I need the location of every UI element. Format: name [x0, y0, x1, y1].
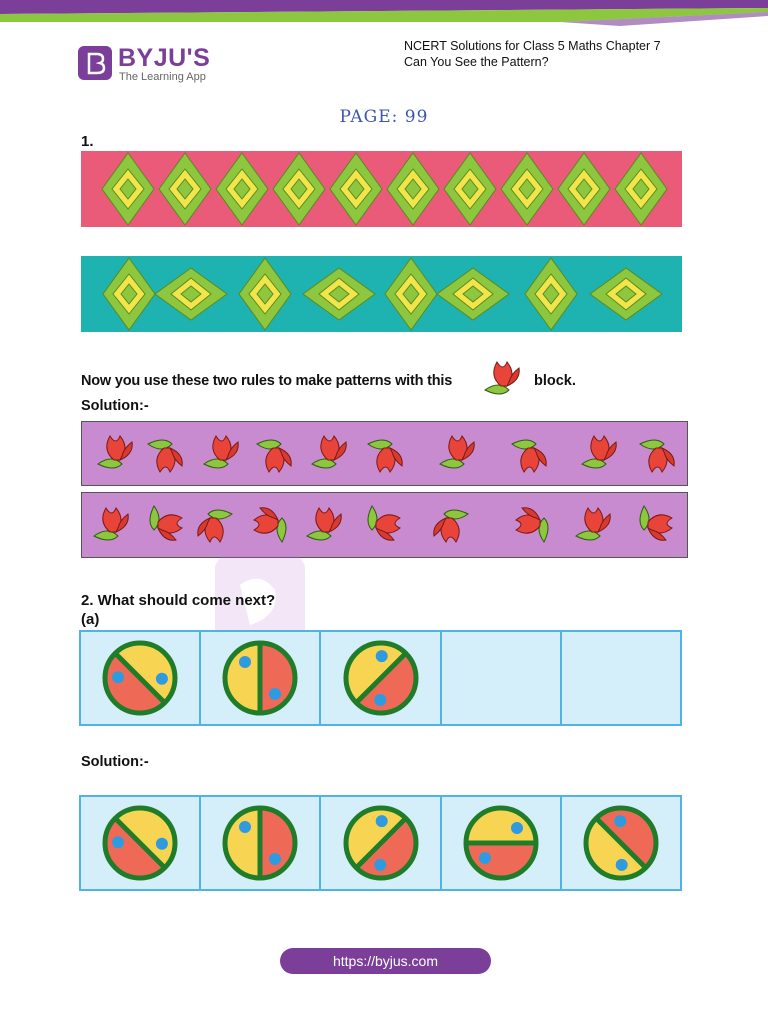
- tulip-pattern-row-1: [81, 421, 688, 486]
- tulip-block-icon: [148, 440, 182, 472]
- tulip-block-icon: [478, 358, 528, 402]
- split-circle-icon: [341, 638, 421, 718]
- footer-url-link[interactable]: https://byjus.com: [280, 948, 491, 974]
- split-circle-icon: [341, 803, 421, 883]
- tulip-block-icon: [640, 440, 674, 472]
- solution-label-1: Solution:-: [81, 398, 149, 414]
- split-circle-icon: [220, 803, 300, 883]
- split-circle-icon: [100, 803, 180, 883]
- brand-tagline: The Learning App: [119, 71, 206, 83]
- kite-tile-icon: [558, 153, 610, 225]
- pattern-grid-question: [79, 630, 682, 726]
- tulip-block-icon: [198, 510, 232, 542]
- grid-cell: [201, 797, 321, 889]
- kite-tile-icon: [103, 258, 155, 330]
- tulip-block-icon: [254, 508, 286, 542]
- grid-cell: [321, 632, 441, 724]
- tulip-block-icon: [434, 510, 468, 542]
- kite-tile-icon: [525, 258, 577, 330]
- tulip-block-icon: [257, 440, 291, 472]
- grid-cell: [321, 797, 441, 889]
- tulip-block-icon: [368, 440, 402, 472]
- header-line-1: NCERT Solutions for Class 5 Maths Chapter 7: [404, 39, 661, 53]
- tulip-block-icon: [94, 508, 128, 540]
- solution-label-2: Solution:-: [81, 754, 149, 770]
- tulip-block-icon: [368, 506, 400, 540]
- tulip-block-icon: [582, 436, 616, 468]
- grid-cell: [562, 797, 680, 889]
- kite-tile-icon: [155, 268, 227, 320]
- kite-tile-icon: [444, 153, 496, 225]
- grid-cell: [81, 632, 201, 724]
- tulip-block-icon: [516, 508, 548, 542]
- kite-tile-icon: [303, 268, 375, 320]
- kite-tile-icon: [239, 258, 291, 330]
- document-header: [404, 38, 704, 70]
- tulip-block-icon: [640, 506, 672, 540]
- kite-tile-icon: [590, 268, 662, 320]
- tulip-block-icon: [307, 508, 341, 540]
- question-2-part: (a): [81, 611, 100, 628]
- brand-name: BYJU'S: [118, 44, 211, 72]
- split-circle-icon: [581, 803, 661, 883]
- question-1-number: 1.: [81, 133, 94, 150]
- tulip-block-icon: [440, 436, 474, 468]
- grid-cell: [81, 797, 201, 889]
- instruction-tail: block.: [534, 373, 576, 389]
- question-2-title: 2. What should come next?: [81, 592, 276, 609]
- top-decorative-band: [0, 0, 768, 30]
- split-circle-icon: [220, 638, 300, 718]
- split-circle-icon: [461, 803, 541, 883]
- tulip-block-icon: [204, 436, 238, 468]
- kite-tile-icon: [501, 153, 553, 225]
- kite-tile-icon: [330, 153, 382, 225]
- split-circle-icon: [100, 638, 180, 718]
- pattern-grid-solution: [79, 795, 682, 891]
- kite-tile-icon: [385, 258, 437, 330]
- tulip-block-icon: [576, 508, 610, 540]
- byjus-logo-icon: [78, 46, 112, 80]
- grid-cell: [201, 632, 321, 724]
- kite-tile-icon: [387, 153, 439, 225]
- kite-tile-icon: [102, 153, 154, 225]
- pattern-strip-teal: [81, 256, 682, 332]
- tulip-block-icon: [150, 506, 182, 540]
- tulip-block-icon: [312, 436, 346, 468]
- grid-cell-empty: [562, 632, 680, 724]
- header-line-2: Can You See the Pattern?: [404, 55, 549, 69]
- grid-cell-empty: [442, 632, 562, 724]
- kite-tile-icon: [273, 153, 325, 225]
- tulip-block-icon: [512, 440, 546, 472]
- page-label: PAGE: 99: [339, 107, 429, 127]
- kite-tile-icon: [216, 153, 268, 225]
- kite-tile-icon: [615, 153, 667, 225]
- kite-tile-icon: [437, 268, 509, 320]
- tulip-block-icon: [98, 436, 132, 468]
- brand-logo: [78, 44, 218, 88]
- kite-tile-icon: [159, 153, 211, 225]
- grid-cell: [442, 797, 562, 889]
- instruction-text: Now you use these two rules to make patterns with this: [81, 373, 453, 389]
- pattern-strip-pink: [81, 151, 682, 227]
